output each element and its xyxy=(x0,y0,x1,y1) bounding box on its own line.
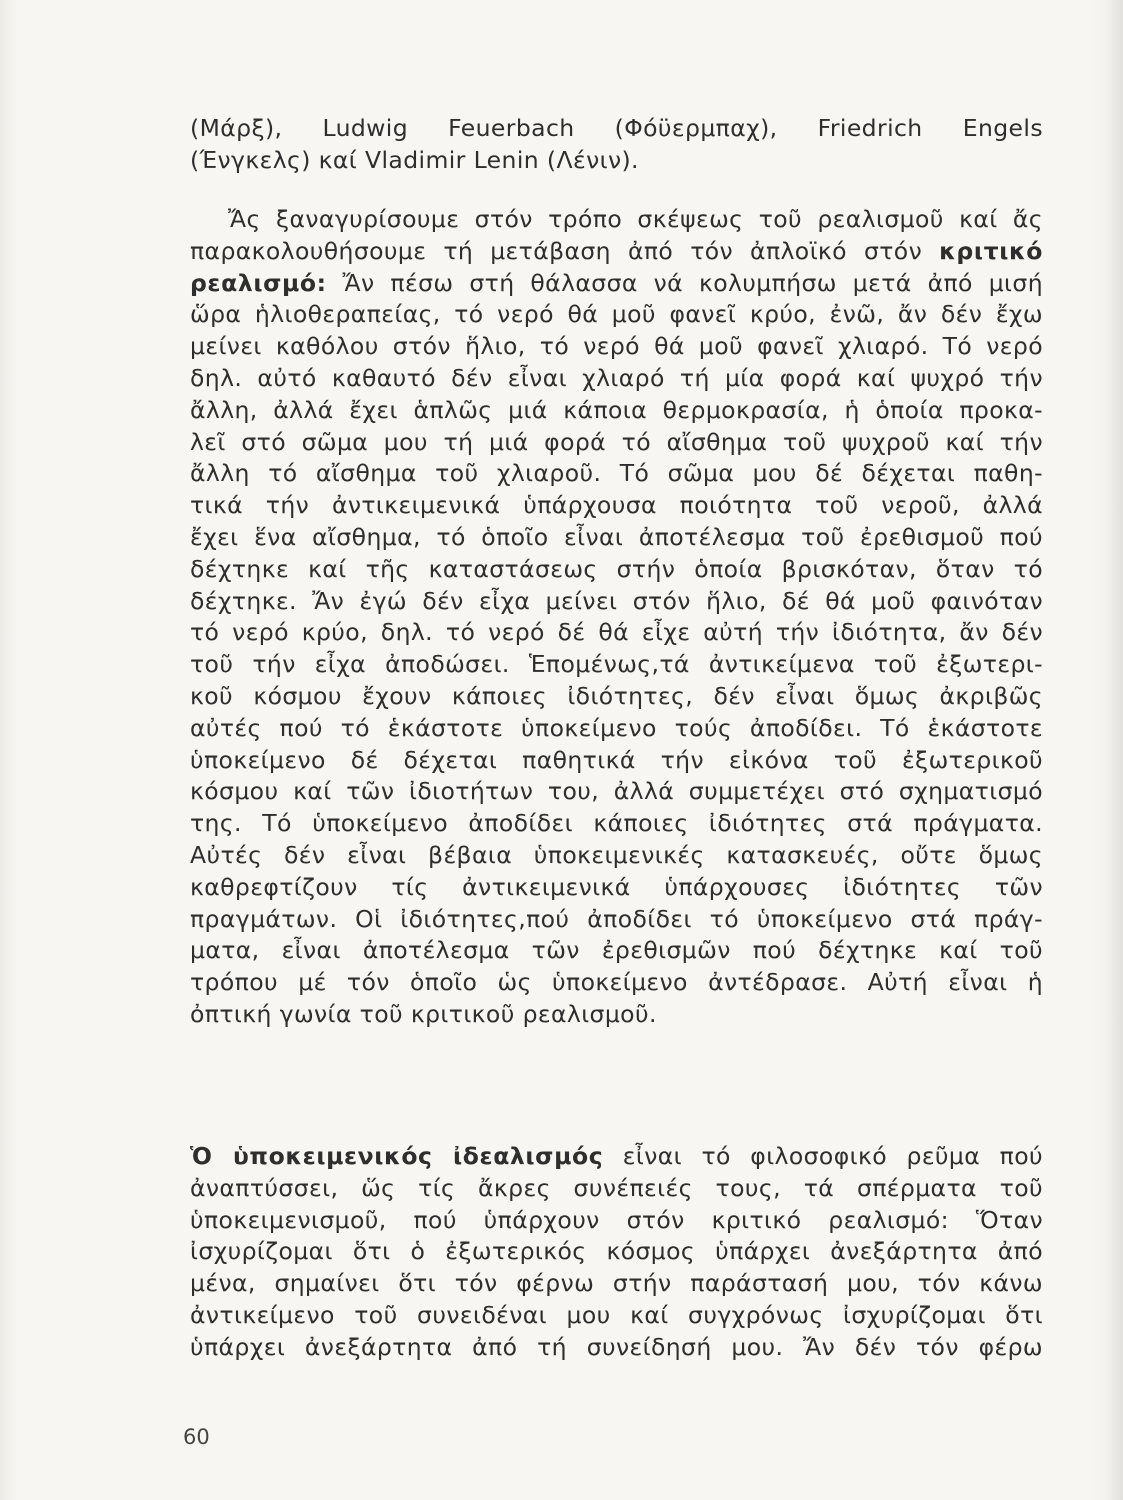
text-line: δηλ. αὐτό καθαυτό δέν εἶναι χλιαρό τή μία φορά καί ψυχρό τήν xyxy=(190,363,1043,392)
text-line: ἄλλη τό αἴσθημα τοῦ χλιαροῦ. Τό σῶμα μου δέ δέχεται παθη- xyxy=(190,459,1043,488)
text-line-with-term xyxy=(190,268,1043,300)
text-line: Αὐτές δέν εἶναι βέβαια ὑποκειμενικές κατασκευές, οὔτε ὅμως xyxy=(190,840,1043,869)
bold-term-kritiko: κριτικό xyxy=(939,236,1043,265)
text-line: ἰσχυρίζομαι ὅτι ὁ ἐξωτερικός κόσμος ὑπάρχει ἀνεξάρτητα ἀπό xyxy=(190,1237,1043,1266)
bold-term-subjective-idealism: Ὁ ὑποκειμενικός ἰδεαλισμός xyxy=(190,1142,604,1170)
text-line: πραγμάτων. Οἱ ἰδιότητες,πού ἀποδίδει τό ὑποκείμενο στά πράγ- xyxy=(190,904,1043,933)
bold-term-realismo: ρεαλισμό: xyxy=(190,268,327,297)
text-line: (Ένγκελς) καί Vladimir Lenin (Λένιν). xyxy=(190,145,639,174)
text-line: της. Τό ὑποκείμενο ἀποδίδει κάποιες ἰδιότητες στά πράγματα. xyxy=(190,809,1043,838)
line-text: Ἄν πέσω στή θάλασσα νά κολυμπήσω μετά ἀπό μισή xyxy=(326,268,1043,297)
page-number: 60 xyxy=(183,1425,210,1449)
text-line: μένα, σημαίνει ὅτι τόν φέρνω στήν παράστασή μου, τόν κάνω xyxy=(190,1269,1043,1298)
text-line: ἀντικείμενο τοῦ συνειδέναι μου καί συγχρόνως ἰσχυρίζομαι ὅτι xyxy=(190,1300,1043,1329)
text-line: ματα, εἶναι ἀποτέλεσμα τῶν ἐρεθισμῶν πού δέχτηκε καί τοῦ xyxy=(190,936,1043,965)
line-text: παρακολουθήσουμε τή μετάβαση ἀπό τόν ἀπλοϊκό στόν xyxy=(190,236,923,265)
text-line: δέχτηκε. Ἄν ἐγώ δέν εἶχα μείνει στόν ἥλιο, δέ θά μοῦ φαινόταν xyxy=(190,586,1043,615)
text-line: Ἄς ξαναγυρίσουμε στόν τρόπο σκέψεως τοῦ ρεαλισμοῦ καί ἄς xyxy=(228,205,1043,233)
text-line: κόσμου καί τῶν ἰδιοτήτων του, ἀλλά συμμετέχει στό σχηματισμό xyxy=(190,777,1043,806)
text-line: τρόπου μέ τόν ὁποῖο ὡς ὑποκείμενο ἀντέδρασε. Αὐτή εἶναι ἡ xyxy=(190,968,1043,997)
paragraph-1 xyxy=(190,113,1043,177)
text-line: ὥρα ἡλιοθεραπείας, τό νερό θά μοῦ φανεῖ κρύο, ἐνῶ, ἄν δέν ἔχω xyxy=(190,300,1043,329)
line-text: εἶναι τό φιλοσοφικό ρεῦμα πού xyxy=(603,1142,1043,1170)
text-line: (Μάρξ), Ludwig Feuerbach (Φόϋερμπαχ), Friedrich Engels xyxy=(190,114,1043,142)
text-line: ὑποκειμενισμοῦ, πού ὑπάρχουν στόν κριτικό ρεαλισμό: Ὅταν xyxy=(190,1205,1043,1234)
text-line: αὐτές πού τό ἑκάστοτε ὑποκείμενο τούς ἀποδίδει. Τό ἑκάστοτε xyxy=(190,713,1043,742)
text-line: ὑποκείμενο δέ δέχεται παθητικά τήν εἰκόνα τοῦ ἐξωτερικοῦ xyxy=(190,745,1043,774)
text-line: τό νερό κρύο, δηλ. τό νερό δέ θά εἶχε αὐτή τήν ἰδιότητα, ἄν δέν xyxy=(190,618,1043,647)
text-line: ὑπάρχει ἀνεξάρτητα ἀπό τή συνείδησή μου. Ἄν δέν τόν φέρω xyxy=(190,1332,1043,1361)
text-line: ἀναπτύσσει, ὥς τίς ἄκρες συνέπειές τους, τά σπέρματα τοῦ xyxy=(190,1173,1043,1202)
text-line-with-term xyxy=(190,1141,1043,1173)
paragraph-3 xyxy=(190,1141,1043,1364)
text-line: λεῖ στό σῶμα μου τή μιά φορά τό αἴσθημα τοῦ ψυχροῦ καί τήν xyxy=(190,427,1043,456)
text-line: ὀπτική γωνία τοῦ κριτικοῦ ρεαλισμοῦ. xyxy=(190,999,657,1028)
paragraph-2 xyxy=(190,204,1043,1031)
text-line: τικά τήν ἀντικειμενικά ὑπάρχουσα ποιότητα τοῦ νεροῦ, ἀλλά xyxy=(190,491,1043,520)
page-edge-shadow xyxy=(1105,0,1123,1500)
text-line: τοῦ τήν εἶχα ἀποδώσει. Ἑπομένως,τά ἀντικείμενα τοῦ ἐξωτερι- xyxy=(190,650,1043,679)
text-line: καθρεφτίζουν τίς ἀντικειμενικά ὑπάρχουσες ἰδιότητες τῶν xyxy=(190,872,1043,901)
text-line: δέχτηκε καί τῆς καταστάσεως στήν ὁποία βρισκόταν, ὅταν τό xyxy=(190,554,1043,583)
text-line: ἔχει ἕνα αἴσθημα, τό ὁποῖο εἶναι ἀποτέλεσμα τοῦ ἐρεθισμοῦ πού xyxy=(190,522,1043,551)
text-line: κοῦ κόσμου ἔχουν κάποιες ἰδιότητες, δέν εἶναι ὅμως ἀκριβῶς xyxy=(190,681,1043,710)
text-line: μείνει καθόλου στόν ἥλιο, τό νερό θά μοῦ φανεῖ χλιαρό. Τό νερό xyxy=(190,332,1043,361)
text-line: ἄλλη, ἀλλά ἔχει ἁπλῶς μιά κάποια θερμοκρασία, ἡ ὁποία προκα- xyxy=(190,395,1043,424)
text-line-with-term xyxy=(190,236,1043,268)
